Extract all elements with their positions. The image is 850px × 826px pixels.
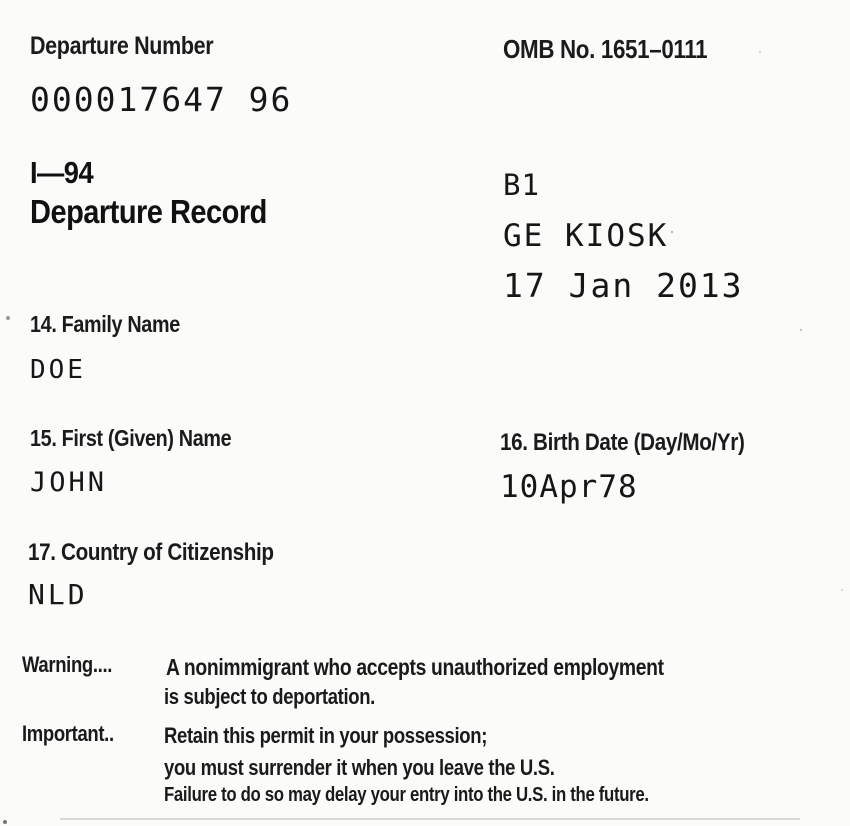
citizenship-value: NLD — [28, 578, 88, 611]
omb-number-label: OMB No. 1651–0111 — [503, 34, 708, 64]
warning-line-2: is subject to deportation. — [164, 684, 375, 709]
port-of-entry: GE KIOSK — [503, 218, 669, 254]
admission-date: 17 Jan 2013 — [503, 266, 744, 305]
warning-label: Warning.... — [22, 652, 113, 677]
first-name-value: JOHN — [30, 467, 108, 498]
important-line-2: you must surrender it when you leave the U.S. — [164, 755, 555, 780]
important-line-3: Failure to do so may delay your entry into the U.S. in the future. — [164, 784, 649, 806]
birth-date-value: 10Apr78 — [500, 469, 638, 505]
first-name-label: 15. First (Given) Name — [30, 425, 232, 451]
important-label: Important.. — [22, 721, 114, 746]
citizenship-label: 17. Country of Citizenship — [28, 539, 274, 566]
departure-number-value: 000017647 96 — [30, 80, 293, 119]
form-number: I—94 — [30, 155, 94, 190]
form-title: Departure Record — [30, 193, 267, 230]
birth-date-label: 16. Birth Date (Day/Mo/Yr) — [500, 429, 745, 456]
warning-line-1: A nonimmigrant who accepts unauthorized employment — [166, 654, 664, 680]
family-name-value: DOE — [30, 355, 86, 385]
admission-class: B1 — [503, 168, 540, 202]
important-line-1: Retain this permit in your possession; — [164, 723, 488, 748]
departure-number-label: Departure Number — [30, 32, 214, 60]
family-name-label: 14. Family Name — [30, 311, 180, 337]
